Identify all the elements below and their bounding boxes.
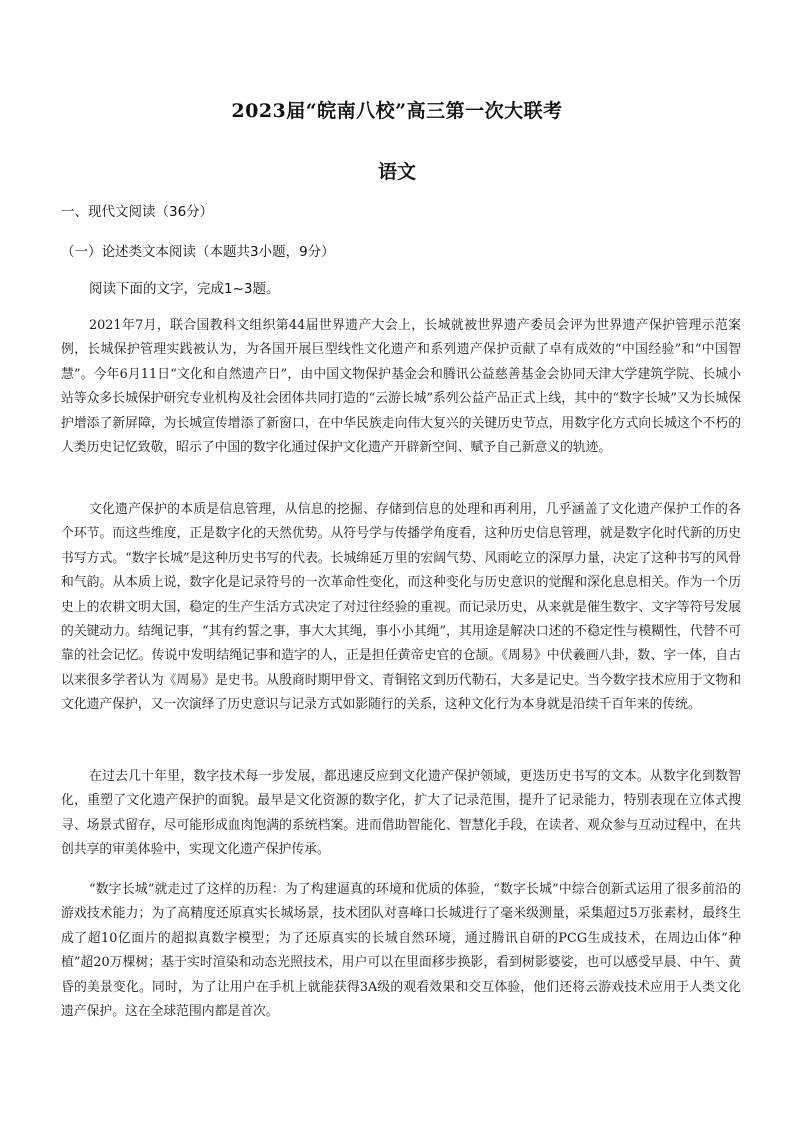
- subsection-heading: （一）论述类文本阅读（本题共3小题，9分）: [61, 244, 335, 260]
- passage-paragraph-1: 2021年7月，联合国教科文组织第44届世界遗产大会上，长城就被世界遗产委员会评为世界遗产保护管理示范案例，长城保护管理实践被认为，为各国开展巨型线性文化遗产和系列遗产保护贡献了卓有成效的“中国经验”和“中国智慧”。今年6月11日“文化和自然遗产日”，由中国文物保护基金会和腾讯公益慈善基金会协同天津大学建筑学院、长城小站等众多长城保护研究专业机构及社会团体共同打造的“云游长城”系列公益产品正式上线，其中的“数字长城”又为长城保护增添了新屏障，为长城宣传增添了新窗口，在中华民族走向伟大复兴的关键历史节点，用数字化方式向长城这个不朽的人类历史记忆致敬，昭示了中国的数字化通过保护文化遗产开辟新空间、赋予自己新意义的轨迹。: [61, 318, 741, 456]
- reading-instruction: 阅读下面的文字，完成1~3题。: [89, 281, 280, 297]
- passage-paragraph-2: 文化遗产保护的本质是信息管理，从信息的挖掘、存储到信息的处理和再利用，几乎涵盖了文化遗产保护工作的各个环节。而这些维度，正是数字化的天然优势。从符号学与传播学角度看，这种历史信息管理，就是数字化时代新的历史书写方式。“数字长城”是这种历史书写的代表。长城绵延万里的宏阔气势、风雨屹立的深厚力量，决定了这种书写的风骨和气韵。从本质上说，数字化是记录符号的一次革命性变化，而这种变化与历史意识的觉醒和深化息息相关。作为一个历史上的农耕文明大国，稳定的生产生活方式决定了对过往经验的重视。而记录历史，从来就是催生数字、文字等符号发展的关键动力。结绳记事，“其有约誓之事，事大大其绳，事小小其绳”，其用途是解决口述的不稳定性与模糊性，代替不可靠的社会记忆。传说中发明结绳记事和造字的人，正是担任黄帝史官的仓颉。《周易》中伏羲画八卦，数、字一体，自古以来很多学者认为《周易》是史书。从殷商时期甲骨文、青铜铭文到历代勒石，大多是记史。当今数字技术应用于文物和文化遗产保护，又一次演绎了历史意识与记录方式如影随行的关系，这种文化行为本身就是沿续千百年来的传统。: [61, 502, 741, 713]
- passage-paragraph-3: 在过去几十年里，数字技术每一步发展，都迅速反应到文化遗产保护领域，更迭历史书写的文本。从数字化到数智化，重塑了文化遗产保护的面貌。最早是文化资源的数字化，扩大了记录范围，提升了记录能力，特别表现在立体式搜寻、场景式留存，尽可能形成血肉饱满的系统档案。进而借助智能化、智慧化手段，在读者、观众参与互动过程中，在共创共享的审美体验中，实现文化遗产保护传承。: [61, 769, 741, 858]
- passage-paragraph-4: “数字长城”就走过了这样的历程：为了构建逼真的环境和优质的体验，“数字长城”中综合创新式运用了很多前沿的游戏技术能力；为了高精度还原真实长城场景，技术团队对喜峰口长城进行了毫米级测量，采集超过5万张素材，最终生成了超10亿面片的超拟真数字模型；为了还原真实的长城自然环境，通过腾讯自研的PCG生成技术，在周边山体“种植”超20万棵树；基于实时渲染和动态光照技术，用户可以在里面移步换影，看到树影婆娑，也可以感受早晨、中午、黄昏的美景变化。同时，为了让用户在手机上就能获得3A级的观看效果和交互体验，他们还将云游戏技术应用于人类文化遗产保护。这在全球范围内都是首次。: [61, 882, 741, 1020]
- subject-heading: 语文: [377, 161, 416, 183]
- section-heading: 一、现代文阅读（36分）: [61, 204, 214, 220]
- exam-title: 2023届“皖南八校”高三第一次大联考: [231, 100, 563, 122]
